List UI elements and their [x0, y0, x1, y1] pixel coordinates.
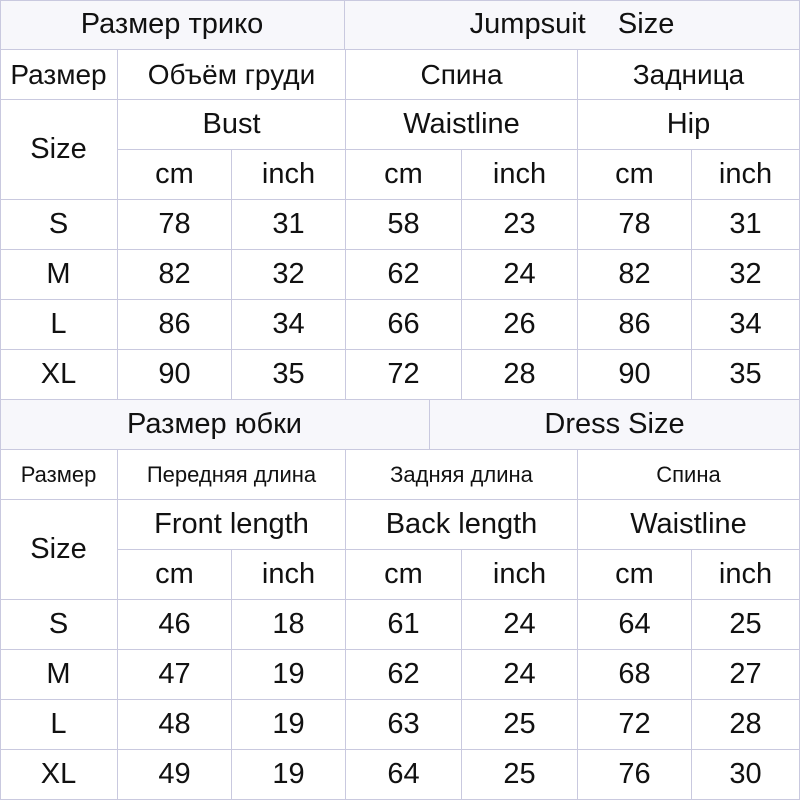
size-label: L: [0, 700, 118, 750]
table-cell: 78: [578, 200, 692, 250]
table-cell: 24: [462, 600, 578, 650]
unit-label: cm: [578, 550, 692, 600]
table-cell: 72: [346, 350, 462, 400]
table-cell: 35: [232, 350, 346, 400]
size-header-ru: Размер: [0, 450, 118, 500]
table-cell: 31: [232, 200, 346, 250]
table-title-en: Jumpsuit Size: [345, 0, 800, 50]
table-cell: 64: [578, 600, 692, 650]
table-cell: 25: [462, 700, 578, 750]
table-cell: 47: [118, 650, 232, 700]
column-header-en: Hip: [578, 100, 800, 150]
table-cell: 23: [462, 200, 578, 250]
table-title-en: Dress Size: [430, 400, 800, 450]
table-cell: 26: [462, 300, 578, 350]
unit-label: inch: [692, 150, 800, 200]
table-cell: 19: [232, 750, 346, 800]
unit-label: inch: [462, 150, 578, 200]
dress-size-table: [0, 400, 800, 800]
table-cell: 72: [578, 700, 692, 750]
table-cell: 30: [692, 750, 800, 800]
column-header-ru: Спина: [346, 50, 578, 100]
table-cell: 24: [462, 650, 578, 700]
column-header-en: Waistline: [346, 100, 578, 150]
table-cell: 18: [232, 600, 346, 650]
unit-label: cm: [578, 150, 692, 200]
column-header-en: Waistline: [578, 500, 800, 550]
table-cell: 90: [578, 350, 692, 400]
table-cell: 25: [462, 750, 578, 800]
table-cell: 28: [462, 350, 578, 400]
unit-label: cm: [346, 150, 462, 200]
table-cell: 19: [232, 700, 346, 750]
size-label: XL: [0, 350, 118, 400]
column-header-ru: Объём груди: [118, 50, 346, 100]
unit-label: cm: [346, 550, 462, 600]
table-cell: 32: [232, 250, 346, 300]
table-cell: 19: [232, 650, 346, 700]
column-header-en: Bust: [118, 100, 346, 150]
table-cell: 58: [346, 200, 462, 250]
size-label: L: [0, 300, 118, 350]
table-cell: 28: [692, 700, 800, 750]
table-cell: 78: [118, 200, 232, 250]
unit-label: inch: [232, 150, 346, 200]
unit-label: cm: [118, 150, 232, 200]
size-label: XL: [0, 750, 118, 800]
table-cell: 82: [118, 250, 232, 300]
table-cell: 86: [578, 300, 692, 350]
unit-label: inch: [462, 550, 578, 600]
table-cell: 34: [692, 300, 800, 350]
table-cell: 66: [346, 300, 462, 350]
table-cell: 35: [692, 350, 800, 400]
size-header-en: Size: [0, 500, 118, 600]
table-title-ru: Размер юбки: [0, 400, 430, 450]
column-header-ru: Задница: [578, 50, 800, 100]
table-cell: 86: [118, 300, 232, 350]
size-label: S: [0, 200, 118, 250]
size-header-ru: Размер: [0, 50, 118, 100]
table-cell: 46: [118, 600, 232, 650]
table-cell: 48: [118, 700, 232, 750]
table-cell: 82: [578, 250, 692, 300]
column-header-ru: Передняя длина: [118, 450, 346, 500]
column-header-ru: Задняя длина: [346, 450, 578, 500]
table-cell: 62: [346, 250, 462, 300]
table-cell: 64: [346, 750, 462, 800]
table-cell: 31: [692, 200, 800, 250]
size-label: M: [0, 250, 118, 300]
column-header-en: Front length: [118, 500, 346, 550]
size-header-en: Size: [0, 100, 118, 200]
table-title-ru: Размер трико: [0, 0, 345, 50]
table-cell: 49: [118, 750, 232, 800]
size-label: M: [0, 650, 118, 700]
table-cell: 63: [346, 700, 462, 750]
table-cell: 90: [118, 350, 232, 400]
table-cell: 34: [232, 300, 346, 350]
table-cell: 27: [692, 650, 800, 700]
table-cell: 76: [578, 750, 692, 800]
unit-label: cm: [118, 550, 232, 600]
table-cell: 68: [578, 650, 692, 700]
table-cell: 61: [346, 600, 462, 650]
size-label: S: [0, 600, 118, 650]
column-header-en: Back length: [346, 500, 578, 550]
unit-label: inch: [692, 550, 800, 600]
table-cell: 32: [692, 250, 800, 300]
table-cell: 25: [692, 600, 800, 650]
column-header-ru: Спина: [578, 450, 800, 500]
table-cell: 24: [462, 250, 578, 300]
table-cell: 62: [346, 650, 462, 700]
unit-label: inch: [232, 550, 346, 600]
